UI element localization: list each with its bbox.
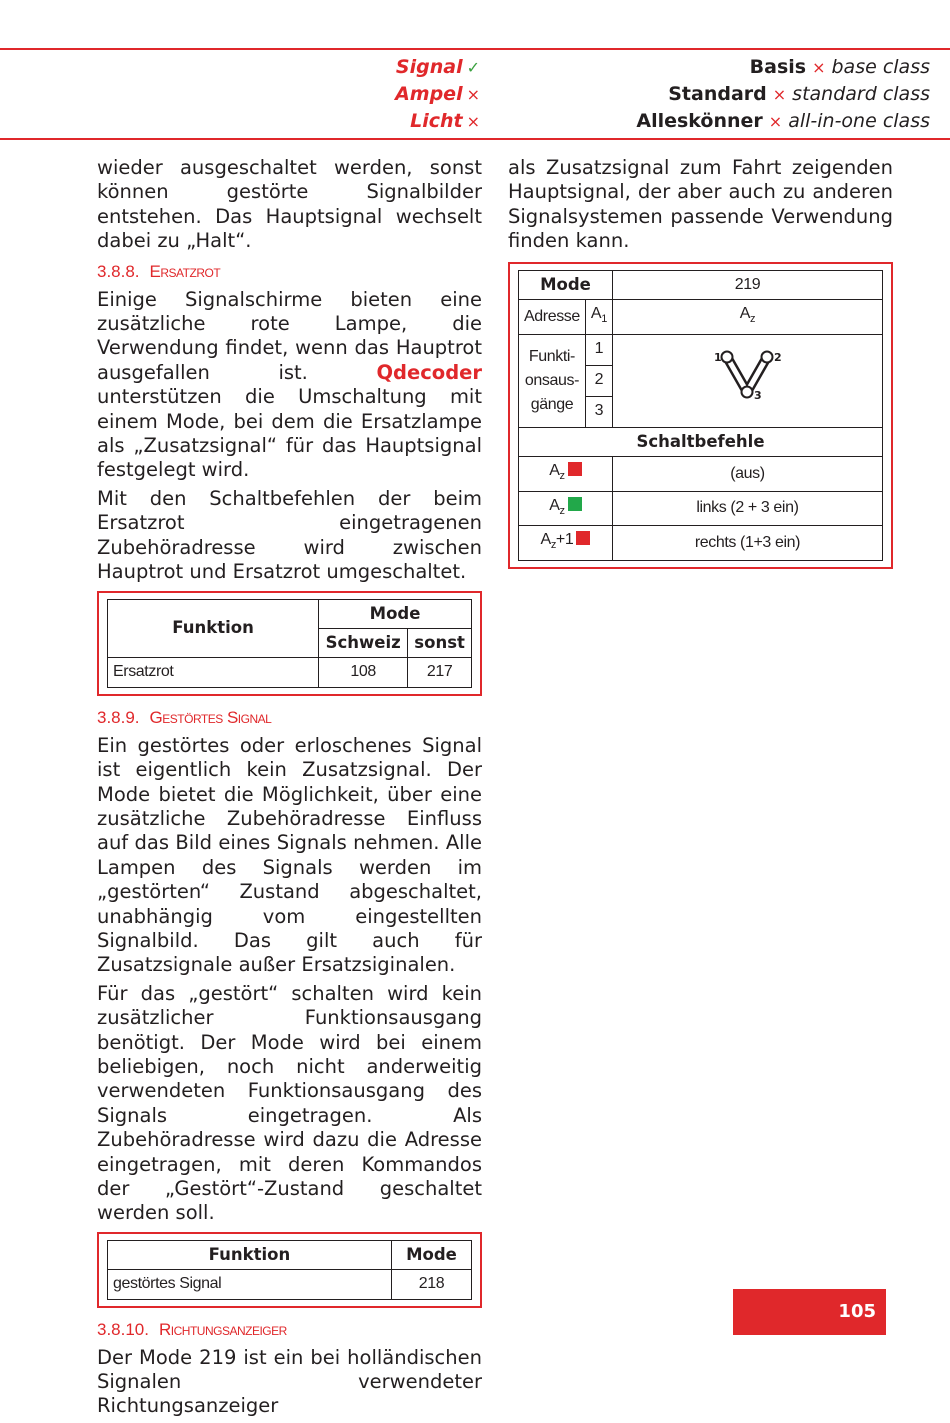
section-heading-richtungsanzeiger: 3.8.10. Richtungsanzeiger (97, 1319, 287, 1339)
cell-funktion: gestörtes Signal (108, 1270, 392, 1299)
decoder-class-list (636, 54, 930, 135)
cross-icon: × (812, 58, 826, 77)
cmd-rechts: rechts (1+3 ein) (612, 526, 882, 561)
header-top-rule (0, 48, 950, 50)
cell-az: $A_z$ (612, 300, 882, 335)
class-row-alleskoenner: Alleskönner × all-in-one class (636, 110, 930, 132)
cell-mode: 218 (391, 1270, 471, 1299)
ersatzrot-table (107, 599, 472, 688)
header-mode: Mode (391, 1240, 471, 1269)
diagram-label-1: 1 (714, 351, 722, 365)
paragraph: Für das „gestört“ schalten wird kein zusätzlicher Funktionsausgang benötigt. Der Mode wird bei einem beliebigen, noch nicht anderweitig verwendeten Funktionsausgang des Signals eingetragen. Als Zubehöradresse wird dazu die Adresse eingetragen, mit deren Kommandos der „Gestört“-Zustand geschaltet werden soll. (97, 981, 482, 1225)
header-mode: Mode (519, 270, 613, 299)
cross-icon: × (466, 85, 480, 104)
diagram-label-3: 3 (754, 389, 762, 403)
header-mode: Mode (319, 599, 472, 628)
class-row-ampel: Ampel × (395, 83, 480, 105)
direction-indicator-diagram (612, 334, 882, 427)
cell-adresse: Adresse (519, 300, 586, 335)
table-row (108, 1270, 472, 1299)
paragraph: als Zusatzsignal zum Fahrt zeigenden Hauptsignal, der aber auch zu anderen Signalsystemen passende Verwendung finden kann. (508, 156, 893, 253)
cmd-az-plus1-red: $A_z+1$ (519, 526, 613, 561)
diagram-label-2: 2 (774, 351, 782, 365)
cell-output-3: 3 (585, 396, 612, 427)
section-heading-gestoertes-signal: 3.8.9. Gestörtes Signal (97, 707, 272, 727)
class-row-basis: Basis × base class (749, 56, 930, 78)
check-icon: ✓ (466, 58, 480, 77)
paragraph: Mit den Schaltbefehlen der beim Ersatzrot eingetragenen Zubehöradresse wird zwischen Hauptrot und Ersatzrot umgeschaltet. (97, 486, 482, 584)
header-funktion: Funktion (108, 1240, 392, 1269)
cmd-aus: (aus) (612, 457, 882, 492)
header-bottom-rule (0, 138, 950, 140)
paragraph: Einige Signalschirme bieten eine zusätzliche rote Lampe, die Verwendung findet, wenn das Hauptrot ausgefallen ist. Qdecoder unterstützen die Umschaltung mit einem Mode, bei dem die Ersatzlampe als „Zusatzsignal“ für das Hauptsignal festgelegt wird. (97, 287, 483, 482)
right-column (508, 156, 893, 579)
cell-sonst: 217 (408, 658, 472, 687)
header-funktion: Funktion (108, 599, 319, 658)
table-row (108, 658, 472, 687)
cell-funktion: Ersatzrot (108, 658, 319, 687)
header-schweiz: Schweiz (319, 628, 408, 657)
cell-funktionsausgaenge: Funkti- onsaus- gänge (519, 334, 586, 427)
cmd-links: links (2 + 3 ein) (612, 491, 882, 526)
cell-a1: $A_1$ (585, 300, 612, 335)
cell-output-2: 2 (585, 365, 612, 396)
gestoert-table (107, 1240, 472, 1300)
richtungsanzeiger-table (518, 270, 883, 561)
red-square-icon (576, 531, 590, 545)
ersatzrot-table-box (97, 591, 482, 696)
header-sonst: sonst (408, 628, 472, 657)
cross-icon: × (772, 85, 787, 104)
brand-name: Qdecoder (376, 360, 483, 384)
red-square-icon (568, 462, 582, 476)
table-row (519, 491, 883, 526)
paragraph: Ein gestörtes oder erloschenes Signal ist eigentlich kein Zusatzsignal. Der Mode bietet die Möglichkeit, über eine zusätzliche Zubehöradresse Einfluss auf das Bild eines Signals nehmen. Alle Lampen des Signals werden im „gestörten“ Zustand abgeschaltet, unabhängig vom eingestellten Signalbild. Das gilt auch für Zusatzsignale außer Ersatzsiginalen. (97, 733, 482, 977)
class-row-signal: Signal ✓ (395, 56, 480, 78)
left-column (97, 156, 482, 1423)
green-square-icon (568, 497, 582, 511)
cell-mode-value: 219 (612, 270, 882, 299)
cmd-az-red: $A_z$ (519, 457, 613, 492)
paragraph: Der Mode 219 ist ein bei holländischen Signalen verwendeter Richtungsanzeiger (97, 1345, 482, 1418)
direction-indicator-icon (707, 346, 787, 406)
gestoert-table-box (97, 1232, 482, 1308)
cross-icon: × (466, 112, 480, 131)
paragraph: wieder ausgeschaltet werden, sonst können gestörte Signalbilder entstehen. Das Hauptsignal wechselt dabei zu „Halt“. (97, 156, 482, 253)
richtungsanzeiger-table-box (508, 262, 893, 569)
cross-icon: × (768, 112, 783, 131)
table-row (519, 457, 883, 492)
class-row-licht: Licht × (410, 110, 480, 132)
cell-output-1: 1 (585, 334, 612, 365)
page-number: 105 (733, 1289, 886, 1335)
header-schaltbefehle: Schaltbefehle (519, 427, 883, 456)
section-heading-ersatzrot: 3.8.8. Ersatzrot (97, 261, 221, 281)
cell-schweiz: 108 (319, 658, 408, 687)
class-row-standard: Standard × standard class (668, 83, 930, 105)
table-row (519, 526, 883, 561)
cmd-az-green: $A_z$ (519, 491, 613, 526)
signal-class-list (395, 54, 480, 135)
